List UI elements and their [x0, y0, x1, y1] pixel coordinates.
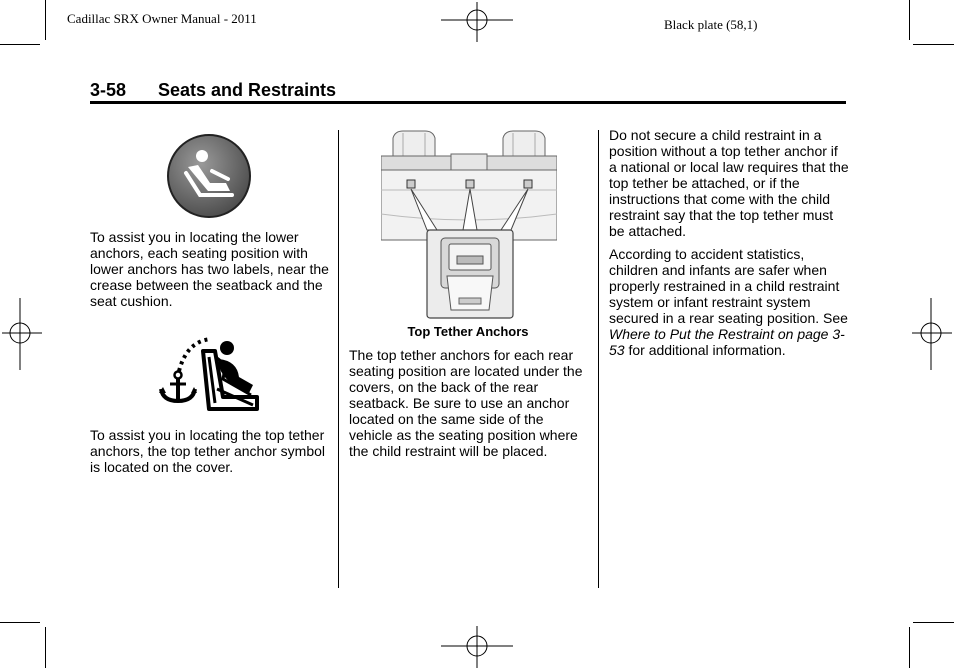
running-header-plate: Black plate (58,1) — [664, 17, 758, 32]
registration-mark-right — [912, 298, 952, 370]
lower-anchor-symbol-icon — [166, 133, 252, 219]
top-tether-anchors-illustration — [381, 130, 557, 320]
column-rule-2 — [598, 130, 599, 588]
column-rule-1 — [338, 130, 339, 588]
registration-mark-bottom — [441, 626, 513, 668]
figure-caption: Top Tether Anchors — [407, 324, 529, 339]
section-title: Seats and Restraints — [158, 80, 337, 100]
col3-paragraph-1: Do not secure a child restraint in a position without a top tether anchor if a national or local law requires that the top tether be attached, or if the instructions that come with the child restraint say that the top tether must be attached. — [609, 127, 849, 239]
registration-mark-top — [441, 2, 513, 42]
page-number: 3-58 — [90, 80, 127, 100]
col3-paragraph-2 — [609, 246, 849, 358]
cross-reference-link[interactable]: Where to Put the Restraint on page 3-53 — [609, 326, 845, 358]
running-header-title: Cadillac SRX Owner Manual - 2011 — [67, 11, 257, 26]
col1-paragraph-1: To assist you in locating the lower anchors, each seating position with lower anchors has two labels, near the crease between the seatback and the seat cushion. — [90, 229, 329, 309]
title-rule — [90, 101, 846, 104]
col1-paragraph-2: To assist you in locating the top tether anchors, the top tether anchor symbol is located on the cover. — [90, 427, 326, 475]
col3-paragraph-2-start: According to accident statistics, children and infants are safer when properly restrained in a child restraint system or infant restraint system secured in a rear seating position. See — [609, 246, 848, 326]
top-tether-anchor-symbol-icon — [157, 337, 261, 411]
col3-paragraph-2-end: for additional information. — [624, 342, 786, 358]
registration-mark-left — [2, 298, 42, 370]
col2-paragraph-1: The top tether anchors for each rear seating position are located under the covers, on the back of the rear seatback. Be sure to use an anchor located on the same side of the vehicle as the seating position where the child restraint will be placed. — [349, 347, 583, 459]
